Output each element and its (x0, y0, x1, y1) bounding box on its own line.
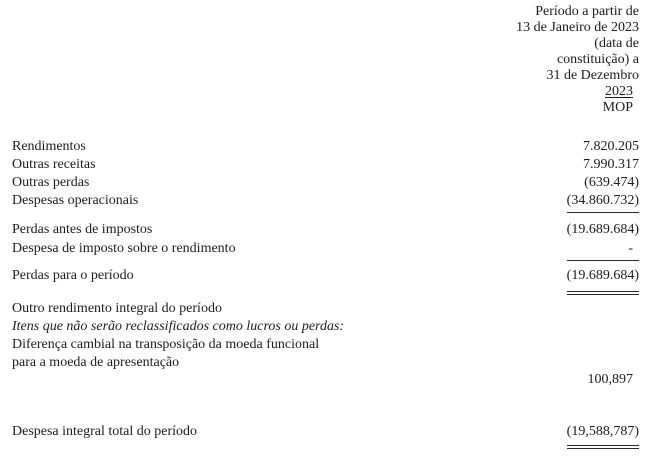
row-label: Outro rendimento integral do período (12, 301, 222, 316)
total-double-rule (567, 445, 639, 449)
header-currency: MOP (602, 100, 633, 115)
total-double-rule (567, 291, 639, 295)
row-amount: (19.689.684) (566, 222, 639, 237)
row-diferenca-cambial-valor (12, 371, 639, 389)
row-amount: (639.474) (584, 175, 639, 190)
row-label: Perdas antes de impostos (12, 222, 153, 237)
row-amount: (19.689.684) (566, 268, 639, 283)
row-amount: (34.860.732) (566, 193, 639, 208)
row-perdas-periodo (12, 267, 639, 285)
row-amount: - (628, 241, 633, 256)
row-label: Despesa de imposto sobre o rendimento (12, 241, 236, 256)
row-label: Itens que não serão reclassificados como lucros ou perdas: (12, 319, 345, 334)
header-line-4: constituição) a (556, 52, 639, 67)
header-line-5: 31 de Dezembro (546, 68, 639, 83)
subtotal-rule (567, 260, 639, 261)
row-rendimentos (12, 138, 639, 156)
header-year: 2023 (605, 84, 633, 99)
row-diferenca-cambial-1 (12, 336, 639, 354)
row-outro-rendimento (12, 300, 639, 318)
subtotal-rule (567, 212, 639, 213)
column-header (479, 4, 639, 116)
row-outras-perdas (12, 174, 639, 192)
row-despesa-integral-total (12, 423, 639, 441)
row-label: Outras receitas (12, 157, 96, 172)
row-diferenca-cambial-2 (12, 354, 639, 372)
row-despesa-imposto (12, 240, 639, 258)
row-amount: 100,897 (587, 372, 633, 387)
row-label: Outras perdas (12, 175, 90, 190)
row-amount: 7.990.317 (583, 157, 639, 172)
header-line-2: 13 de Janeiro de 2023 (516, 20, 639, 35)
row-itens-nao-reclassificados (12, 318, 639, 336)
row-despesas-operacionais (12, 192, 639, 210)
row-amount: (19,588,787) (566, 424, 639, 439)
row-amount: 7.820.205 (583, 139, 639, 154)
header-line-3: (data de (594, 36, 639, 51)
row-outras-receitas (12, 156, 639, 174)
row-label: Despesa integral total do período (12, 424, 198, 439)
row-label: Rendimentos (12, 139, 86, 154)
row-perdas-antes-impostos (12, 221, 639, 239)
row-label: para a moeda de apresentação (12, 355, 180, 370)
row-label: Perdas para o período (12, 268, 134, 283)
row-label: Despesas operacionais (12, 193, 139, 208)
header-line-1: Período a partir de (535, 4, 639, 19)
row-label: Diferença cambial na transposição da moeda funcional (12, 337, 320, 352)
